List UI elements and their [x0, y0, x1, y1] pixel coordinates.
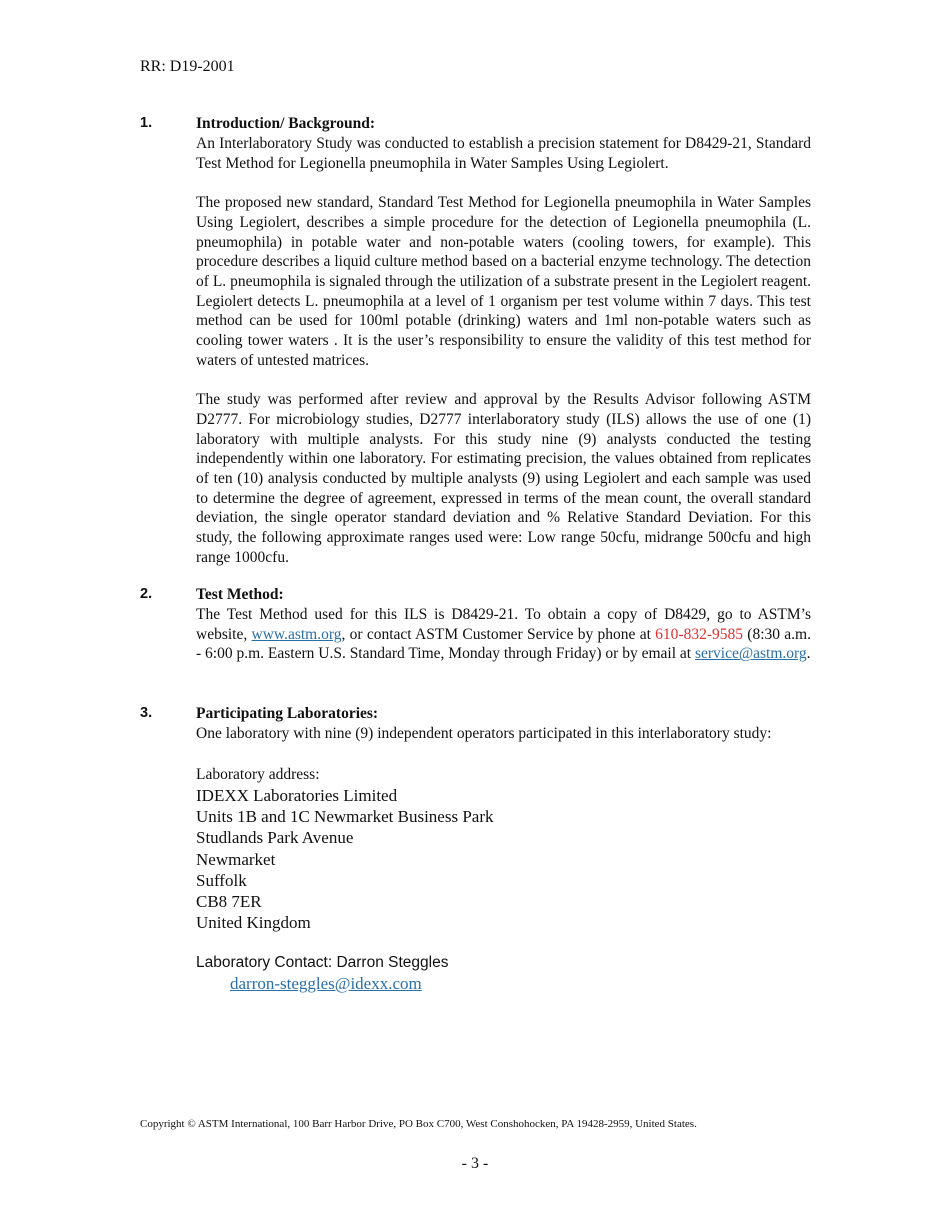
copyright-footer: Copyright © ASTM International, 100 Barr Harbor Drive, PO Box C700, West Conshohocken, PA 19428-2959, United States. — [140, 1118, 697, 1130]
text-segment: . — [806, 645, 811, 663]
section-title: Introduction/ Background: — [196, 115, 376, 132]
address-line: CB8 7ER — [196, 892, 262, 912]
section-number: 3. — [140, 705, 153, 721]
section-body — [196, 704, 811, 995]
paragraph: An Interlaboratory Study was conducted to establish a precision statement for D8429-21, Standard Test Method for Legionella pneumophila in Water Samples Using Legiolert. — [196, 135, 811, 172]
text-segment: , or contact ASTM Customer Service by phone at — [341, 625, 656, 643]
address-line: United Kingdom — [196, 913, 311, 933]
paragraph: One laboratory with nine (9) independent operators participated in this interlaboratory study: — [196, 725, 772, 742]
report-id-header: RR: D19-2001 — [140, 58, 235, 75]
contact-email-link[interactable]: darron-steggles@idexx.com — [230, 973, 422, 993]
section-title: Test Method: — [196, 586, 284, 603]
address-line: IDEXX Laboratories Limited — [196, 785, 398, 805]
address-line: Studlands Park Avenue — [196, 828, 354, 848]
section-number: 1. — [140, 115, 153, 131]
address-label: Laboratory address: — [196, 765, 320, 783]
section-number: 2. — [140, 586, 153, 602]
laboratory-contact: Laboratory Contact: Darron Steggles — [196, 953, 449, 971]
astm-website-link[interactable]: www.astm.org — [251, 625, 342, 643]
page-number: - 3 - — [461, 1155, 489, 1172]
section-body — [196, 114, 811, 567]
section-title: Participating Laboratories: — [196, 705, 379, 722]
section-body — [196, 585, 811, 664]
test-method-paragraph — [196, 605, 811, 664]
text-segment: The Test Method used for this ILS is D8429-21. To obtain a copy of D8429, go to ASTM’s website, — [196, 606, 811, 643]
paragraph: The study was performed after review and approval by the Results Advisor following ASTM D2777. For microbiology studies, D2777 interlaboratory study (ILS) allows the use of one (1) laboratory with multiple analysts. For this study nine (9) analysts conducted the testing independently within one laboratory. For estimating precision, the values obtained from replicates of ten (10) analysis conducted by multiple analysts (9) using Legiolert and each sample was used to determine the degree of agreement, expressed in terms of the mean count, the overall standard deviation, the single operator standard deviation and % Relative Standard Deviation. For this study, the following approximate ranges used were: Low range 50cfu, midrange 500cfu and high range 1000cfu. — [196, 391, 811, 566]
address-line: Units 1B and 1C Newmarket Business Park — [196, 807, 494, 826]
service-email-link[interactable]: service@astm.org — [694, 645, 807, 663]
text-segment: (8:30 a.m. - 6:00 p.m. Eastern U.S. Standard Time, Monday through Friday) or by email at — [196, 625, 811, 663]
paragraph: The proposed new standard, Standard Test Method for Legionella pneumophila in Water Samples Using Legiolert, describes a simple procedure for the detection of Legionella pneumophila (L. pneumophila) in potable water and non-potable waters (cooling towers, for example). This procedure describes a liquid culture method based on a bacterial enzyme technology. The detection of L. pneumophila is signaled through the utilization of a substrate present in the Legiolert reagent. Legiolert detects L. pneumophila at a level of 1 organism per test volume within 7 days. This test method can be used for 100ml potable (drinking) waters and 1ml non-potable waters such as cooling tower waters . It is the user’s responsibility to ensure the validity of this test method for waters of untested matrices. — [196, 194, 811, 369]
address-line: Newmarket — [196, 849, 276, 869]
phone-number: 610-832-9585 — [655, 625, 743, 643]
address-line: Suffolk — [196, 870, 247, 890]
